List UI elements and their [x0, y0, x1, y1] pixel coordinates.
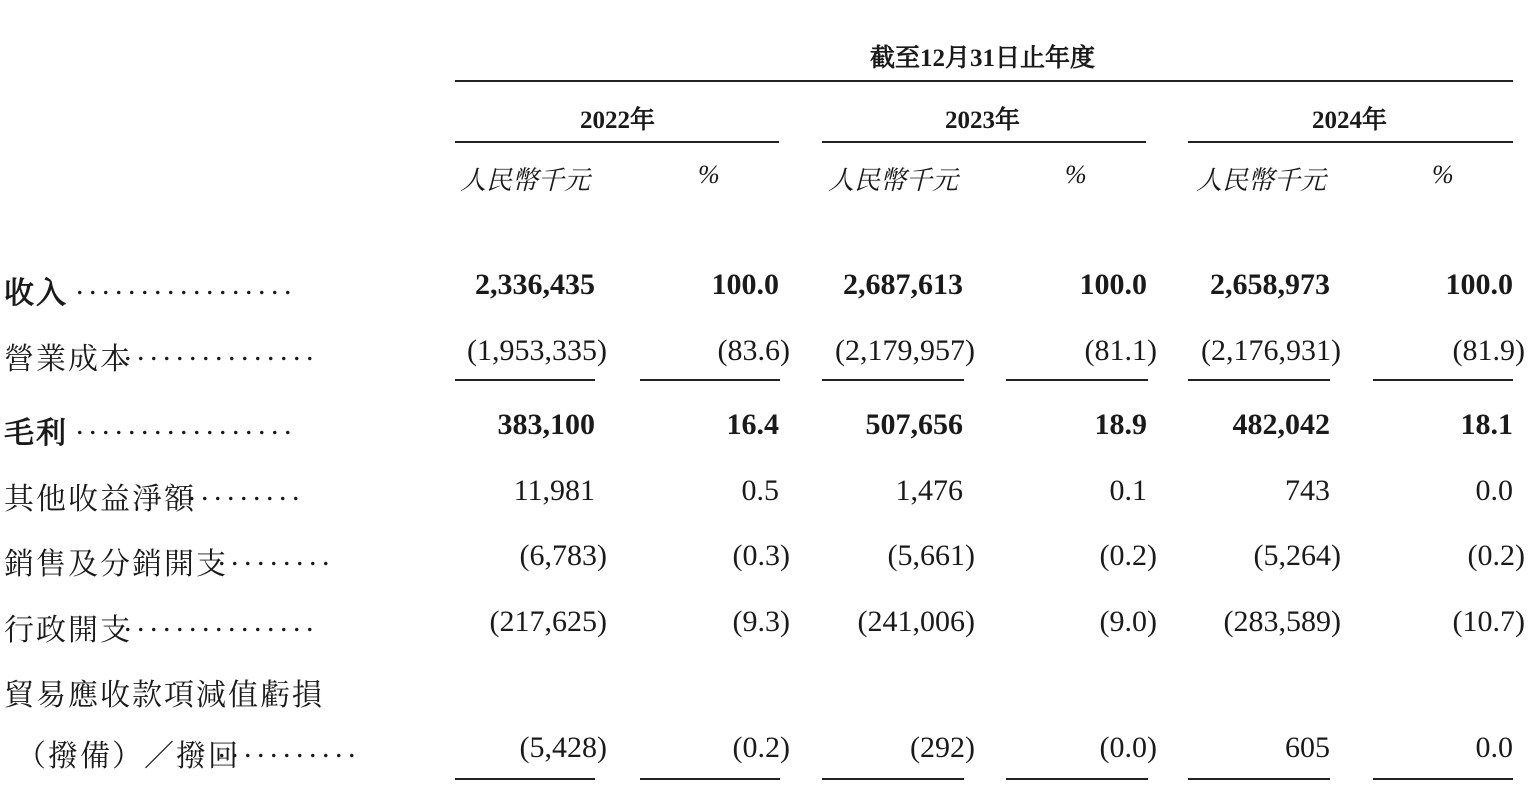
cell-cost-2023-pct: (81.1): [1084, 334, 1157, 367]
cell-revenue-2023-pct: 100.0: [1079, 268, 1147, 301]
cell-impair-2022-amount: (5,428): [519, 731, 607, 764]
cell-admin-2022-amount: (217,625): [489, 605, 607, 638]
leader-dots: ...............: [124, 334, 319, 367]
row-label-impairment-provision: （撥備）／撥回: [16, 740, 240, 773]
row-label-revenue: 收入: [4, 277, 68, 310]
cell-selling-2023-amount: (5,661): [887, 539, 975, 572]
cell-other-2024-pct: 0.0: [1475, 474, 1513, 507]
cell-revenue-2024-amount: 2,658,973: [1210, 268, 1330, 301]
cell-cost-2024-amount: (2,176,931): [1201, 334, 1341, 367]
period-header: 截至12月31日止年度: [870, 45, 1096, 72]
bottom-rule: [455, 778, 595, 780]
cell-cost-2023-amount: (2,179,957): [835, 334, 975, 367]
leader-dots: .................: [76, 408, 297, 441]
unit-percent-2023: %: [1065, 160, 1087, 189]
unit-amount-2022: 人民幣千元: [460, 166, 591, 195]
year-2024-header: 2024年: [1312, 107, 1388, 134]
year-2022-header: 2022年: [580, 107, 656, 134]
subtotal-rule: [1188, 379, 1330, 381]
leader-dots: .........: [218, 539, 335, 572]
cell-selling-2022-pct: (0.3): [732, 539, 790, 572]
unit-amount-2023: 人民幣千元: [828, 166, 959, 195]
cell-cost-2022-pct: (83.6): [717, 334, 790, 367]
cell-other-2023-amount: 1,476: [895, 474, 963, 507]
year-2023-header: 2023年: [945, 107, 1021, 134]
cell-revenue-2023-amount: 2,687,613: [843, 268, 963, 301]
year-2024-rule: [1188, 141, 1513, 143]
row-label-other-gains: 其他收益淨額: [4, 483, 196, 516]
leader-dots: .................: [76, 268, 297, 301]
subtotal-rule: [822, 379, 964, 381]
cell-selling-2023-pct: (0.2): [1099, 539, 1157, 572]
cell-cost-2022-amount: (1,953,335): [467, 334, 607, 367]
cell-admin-2023-pct: (9.0): [1099, 605, 1157, 638]
row-label-selling-expenses: 銷售及分銷開支: [4, 548, 228, 581]
unit-amount-2024: 人民幣千元: [1196, 166, 1327, 195]
bottom-rule: [822, 778, 964, 780]
cell-admin-2023-amount: (241,006): [857, 605, 975, 638]
subtotal-rule: [1006, 379, 1148, 381]
row-label-gross-profit: 毛利: [4, 417, 68, 450]
cell-other-2023-pct: 0.1: [1109, 474, 1147, 507]
cell-admin-2024-amount: (283,589): [1223, 605, 1341, 638]
row-label-admin-expenses: 行政開支: [4, 614, 132, 647]
leader-dots: ...............: [124, 605, 319, 638]
year-2023-rule: [822, 141, 1146, 143]
cell-revenue-2024-pct: 100.0: [1445, 268, 1513, 301]
cell-selling-2024-amount: (5,264): [1253, 539, 1341, 572]
subtotal-rule: [455, 379, 595, 381]
cell-admin-2024-pct: (10.7): [1452, 605, 1525, 638]
cell-impair-2024-amount: 605: [1285, 731, 1330, 764]
subtotal-rule: [1373, 379, 1513, 381]
cell-revenue-2022-pct: 100.0: [711, 268, 779, 301]
row-label-impairment: 貿易應收款項減值虧損: [4, 679, 324, 712]
bottom-rule: [1006, 778, 1148, 780]
cell-gp-2022-amount: 383,100: [497, 408, 595, 441]
row-label-cost-of-sales: 營業成本: [4, 343, 132, 376]
leader-dots: ...........: [218, 731, 361, 764]
cell-gp-2024-amount: 482,042: [1232, 408, 1330, 441]
cell-other-2024-amount: 743: [1285, 474, 1330, 507]
leader-dots: .........: [188, 474, 305, 507]
period-rule: [455, 80, 1513, 82]
cell-gp-2024-pct: 18.1: [1460, 408, 1513, 441]
cell-selling-2022-amount: (6,783): [519, 539, 607, 572]
bottom-rule: [1188, 778, 1330, 780]
cell-admin-2022-pct: (9.3): [732, 605, 790, 638]
cell-impair-2023-amount: (292): [910, 731, 975, 764]
cell-selling-2024-pct: (0.2): [1467, 539, 1525, 572]
bottom-rule: [1373, 778, 1513, 780]
cell-gp-2022-pct: 16.4: [726, 408, 779, 441]
cell-revenue-2022-amount: 2,336,435: [475, 268, 595, 301]
cell-other-2022-amount: 11,981: [513, 474, 595, 507]
unit-percent-2022: %: [698, 160, 720, 189]
cell-impair-2024-pct: 0.0: [1475, 731, 1513, 764]
cell-impair-2023-pct: (0.0): [1099, 731, 1157, 764]
bottom-rule: [640, 778, 780, 780]
cell-gp-2023-amount: 507,656: [865, 408, 963, 441]
year-2022-rule: [455, 141, 779, 143]
cell-impair-2022-pct: (0.2): [732, 731, 790, 764]
cell-other-2022-pct: 0.5: [741, 474, 779, 507]
unit-percent-2024: %: [1432, 160, 1454, 189]
subtotal-rule: [640, 379, 780, 381]
cell-gp-2023-pct: 18.9: [1094, 408, 1147, 441]
cell-cost-2024-pct: (81.9): [1452, 334, 1525, 367]
